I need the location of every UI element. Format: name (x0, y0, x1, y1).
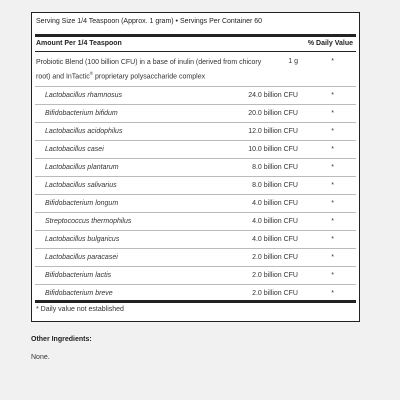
ingredient-daily-value: * (331, 218, 334, 225)
ingredient-amount: 8.0 billion CFU (252, 182, 298, 189)
ingredient-amount: 24.0 billion CFU (248, 92, 298, 99)
thick-divider (35, 34, 356, 37)
ingredient-name: Bifidobacterium longum (45, 200, 119, 207)
ingredient-row (35, 158, 356, 176)
ingredient-name: Lactobacillus bulgaricus (45, 236, 120, 243)
ingredient-amount: 4.0 billion CFU (252, 200, 298, 207)
ingredient-row (35, 248, 356, 266)
ingredient-amount: 12.0 billion CFU (248, 128, 298, 135)
ingredient-daily-value: * (331, 128, 334, 135)
other-ingredients-value: None. (31, 354, 50, 361)
ingredient-amount: 20.0 billion CFU (248, 110, 298, 117)
ingredient-name: Lactobacillus rhamnosus (45, 92, 123, 99)
ingredient-name: Streptococcus thermophilus (45, 218, 132, 225)
supplement-facts-panel (31, 12, 360, 322)
blend-text: Probiotic Blend (100 billion CFU) in a base of inulin (derived from chicory root) and InTactic (36, 59, 262, 81)
ingredient-row (35, 140, 356, 158)
ingredient-name: Lactobacillus paracasei (45, 254, 118, 261)
ingredient-daily-value: * (331, 236, 334, 243)
ingredient-amount: 2.0 billion CFU (252, 254, 298, 261)
ingredient-name: Bifidobacterium breve (45, 290, 113, 297)
ingredient-daily-value: * (331, 164, 334, 171)
ingredient-amount: 8.0 billion CFU (252, 164, 298, 171)
ingredient-row (35, 212, 356, 230)
footnote: * Daily value not established (36, 306, 124, 313)
ingredient-amount: 2.0 billion CFU (252, 272, 298, 279)
ingredient-daily-value: * (331, 290, 334, 297)
serving-info: Serving Size 1/4 Teaspoon (Approx. 1 gram) • Servings Per Container 60 (36, 18, 263, 25)
ingredient-row (35, 230, 356, 248)
ingredient-row (35, 176, 356, 194)
ingredient-daily-value: * (331, 110, 334, 117)
ingredient-daily-value: * (331, 146, 334, 153)
registered-mark: ® (89, 71, 94, 76)
bottom-thick-divider (35, 300, 356, 303)
ingredient-name: Bifidobacterium lactis (45, 272, 112, 279)
ingredient-name: Bifidobacterium bifidum (45, 110, 118, 117)
daily-value-header: % Daily Value (307, 40, 353, 47)
ingredient-row (35, 122, 356, 140)
ingredient-amount: 2.0 billion CFU (252, 290, 298, 297)
ingredient-name: Lactobacillus plantarum (45, 164, 119, 171)
blend-text-end: proprietary polysaccharide complex (93, 73, 206, 81)
ingredient-row (35, 86, 356, 104)
ingredient-row (35, 266, 356, 284)
other-ingredients-label: Other Ingredients: (31, 336, 92, 343)
probiotic-blend-description (36, 57, 266, 82)
ingredient-name: Lactobacillus casei (45, 146, 104, 153)
blend-amount: 1 g (288, 58, 298, 65)
ingredient-amount: 4.0 billion CFU (252, 218, 298, 225)
ingredient-daily-value: * (331, 92, 334, 99)
ingredient-row (35, 194, 356, 212)
ingredient-name: Lactobacillus salivarius (45, 182, 117, 189)
ingredient-name: Lactobacillus acidophilus (45, 128, 123, 135)
ingredient-amount: 4.0 billion CFU (252, 236, 298, 243)
amount-header: Amount Per 1/4 Teaspoon (36, 40, 122, 47)
ingredient-row (35, 104, 356, 122)
header-divider (35, 51, 356, 52)
ingredient-daily-value: * (331, 272, 334, 279)
ingredient-daily-value: * (331, 200, 334, 207)
ingredient-daily-value: * (331, 182, 334, 189)
ingredient-amount: 10.0 billion CFU (248, 146, 298, 153)
ingredient-daily-value: * (331, 254, 334, 261)
blend-daily-value: * (331, 58, 334, 65)
